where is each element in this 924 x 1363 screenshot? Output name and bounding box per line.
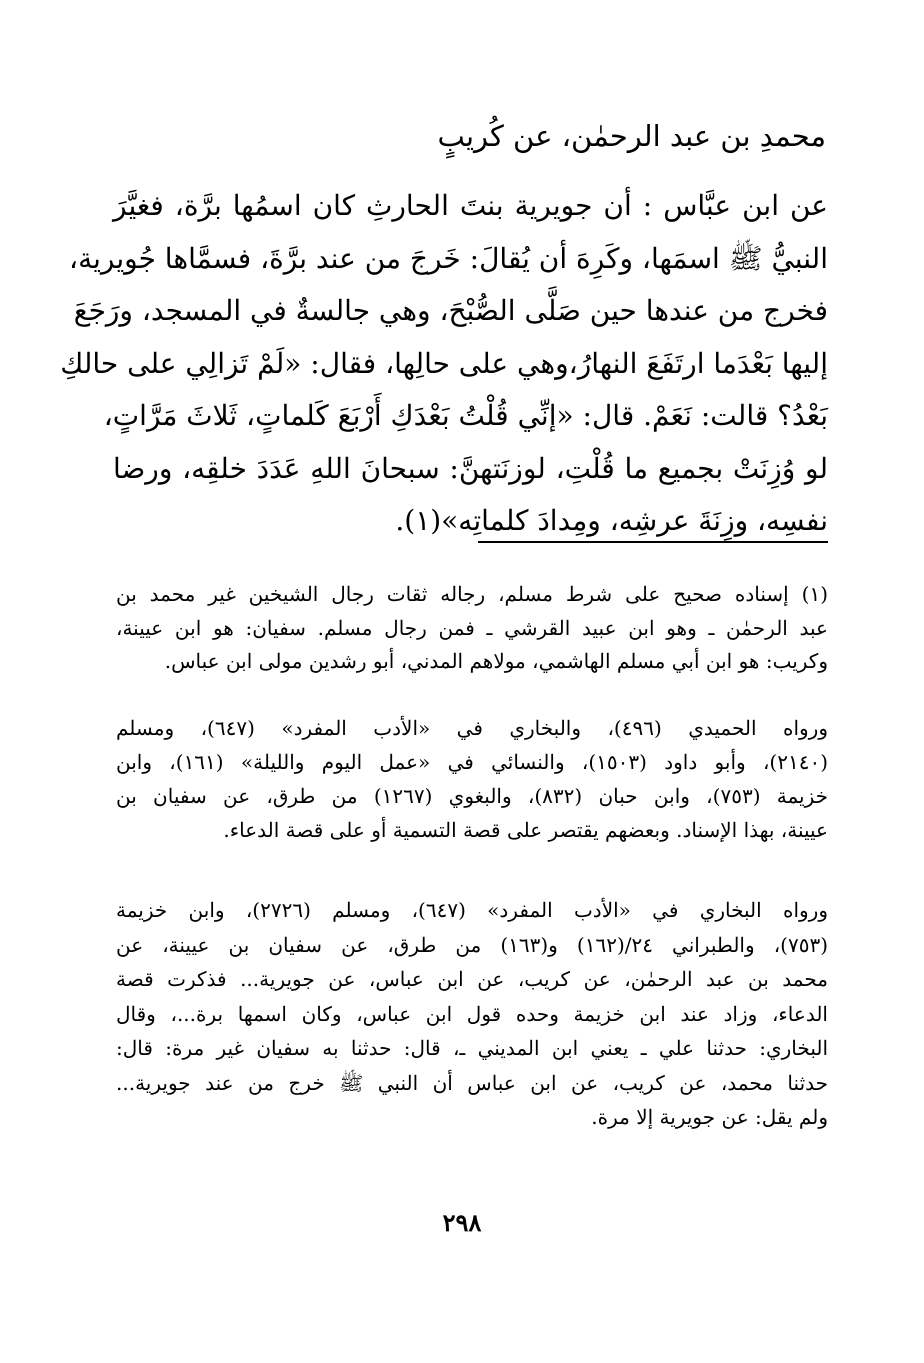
footnote-line: (٢١٤٠)، وأبو داود (١٥٠٣)، والنسائي في «عمل اليوم والليلة» (١٦١)، وابن bbox=[116, 750, 828, 774]
footnote-paragraph-2 bbox=[116, 711, 828, 847]
footnote-line: البخاري: حدثنا علي ـ يعني ابن المديني ـ، قال: حدثنا به سفيان غير مرة: قال: bbox=[116, 1036, 829, 1060]
chain-header: محمدِ بن عبد الرحمٰن، عن كُريبٍ bbox=[437, 119, 826, 153]
footnote-line: (٧٥٣)، والطبراني ٢٤/(١٦٢) و(١٦٣) من طرق، عن سفيان بن عيينة، عن bbox=[116, 932, 828, 957]
footnote-line: محمد بن عبد الرحمٰن، عن كريب، عن ابن عباس، عن جويرية... فذكرت قصة bbox=[116, 967, 828, 991]
hadith-text bbox=[60, 180, 828, 548]
footnote-paragraph-3 bbox=[116, 893, 828, 1135]
footnote-line: وكريب: هو ابن أبي مسلم الهاشمي، مولاهم المدني، أبو رشدين مولى ابن عباس. bbox=[164, 649, 828, 673]
footnote-line: عبد الرحمٰن ـ وهو ابن عبيد القرشي ـ فمن رجال مسلم. سفيان: هو ابن عيينة، bbox=[116, 615, 828, 640]
hadith-line: فخرج من عندها حين صَلَّى الصُّبْحَ، وهي جالسةٌ في المسجد، ورَجَعَ bbox=[73, 294, 828, 327]
footnote-1 bbox=[116, 578, 828, 679]
hadith-line: إليها بَعْدَما ارتَفَعَ النهارُ،وهي على حالِها، فقال: «لَمْ تَزالِي على حالكِ bbox=[60, 346, 828, 380]
page-number: ٢٩٨ bbox=[442, 1208, 482, 1237]
hadith-line: نفسِه، وزِنَةَ عرشِه، ومِدادَ كلماتِه»(١). bbox=[395, 504, 828, 537]
hadith-line: لو وُزِنَتْ بجميع ما قُلْتِ، لوزنَتهنَّ: سبحانَ اللهِ عَدَدَ خلقِه، ورضا bbox=[113, 451, 828, 485]
hadith-line: بَعْدُ؟ قالت: نَعَمْ. قال: «إنِّي قُلْتُ بَعْدَكِ أَرْبَعَ كَلماتٍ، ثَلاثَ مَرَّاتٍ، bbox=[103, 399, 828, 432]
hadith-line: عن ابن عبَّاس : أن جويرية بنتَ الحارثِ كان اسمُها برَّة، فغيَّرَ bbox=[113, 189, 828, 222]
footnote-divider bbox=[478, 541, 828, 543]
footnote-line: حدثنا محمد، عن كريب، عن ابن عباس أن النبي ﷺ خرج من عند جويرية... bbox=[116, 1070, 828, 1095]
footnote-line: خزيمة (٧٥٣)، وابن حبان (٨٣٢)، والبغوي (١٢٦٧) من طرق، عن سفيان بن bbox=[116, 784, 829, 808]
footnote-line: ورواه الحميدي (٤٩٦)، والبخاري في «الأدب المفرد» (٦٤٧)، ومسلم bbox=[116, 716, 828, 740]
footnote-line: ولم يقل: عن جويرية إلا مرة. bbox=[591, 1105, 828, 1129]
footnote-line: الدعاء، وزاد عند ابن خزيمة وحده قول ابن عباس، وكان اسمها برة...، وقال bbox=[116, 1001, 828, 1026]
footnote-line: ورواه البخاري في «الأدب المفرد» (٦٤٧)، ومسلم (٢٧٢٦)، وابن خزيمة bbox=[116, 898, 828, 922]
footnote-line: عيينة، بهذا الإسناد. وبعضهم يقتصر على قصة التسمية أو على قصة الدعاء. bbox=[223, 818, 828, 842]
hadith-line: النبيُّ ﷺ اسمَها، وكَرِهَ أن يُقالَ: خَرجَ من عند برَّةَ، فسمَّاها جُويرية، bbox=[69, 241, 828, 275]
footnote-line: (١) إسناده صحيح على شرط مسلم، رجاله ثقات رجال الشيخين غير محمد بن bbox=[116, 582, 828, 606]
